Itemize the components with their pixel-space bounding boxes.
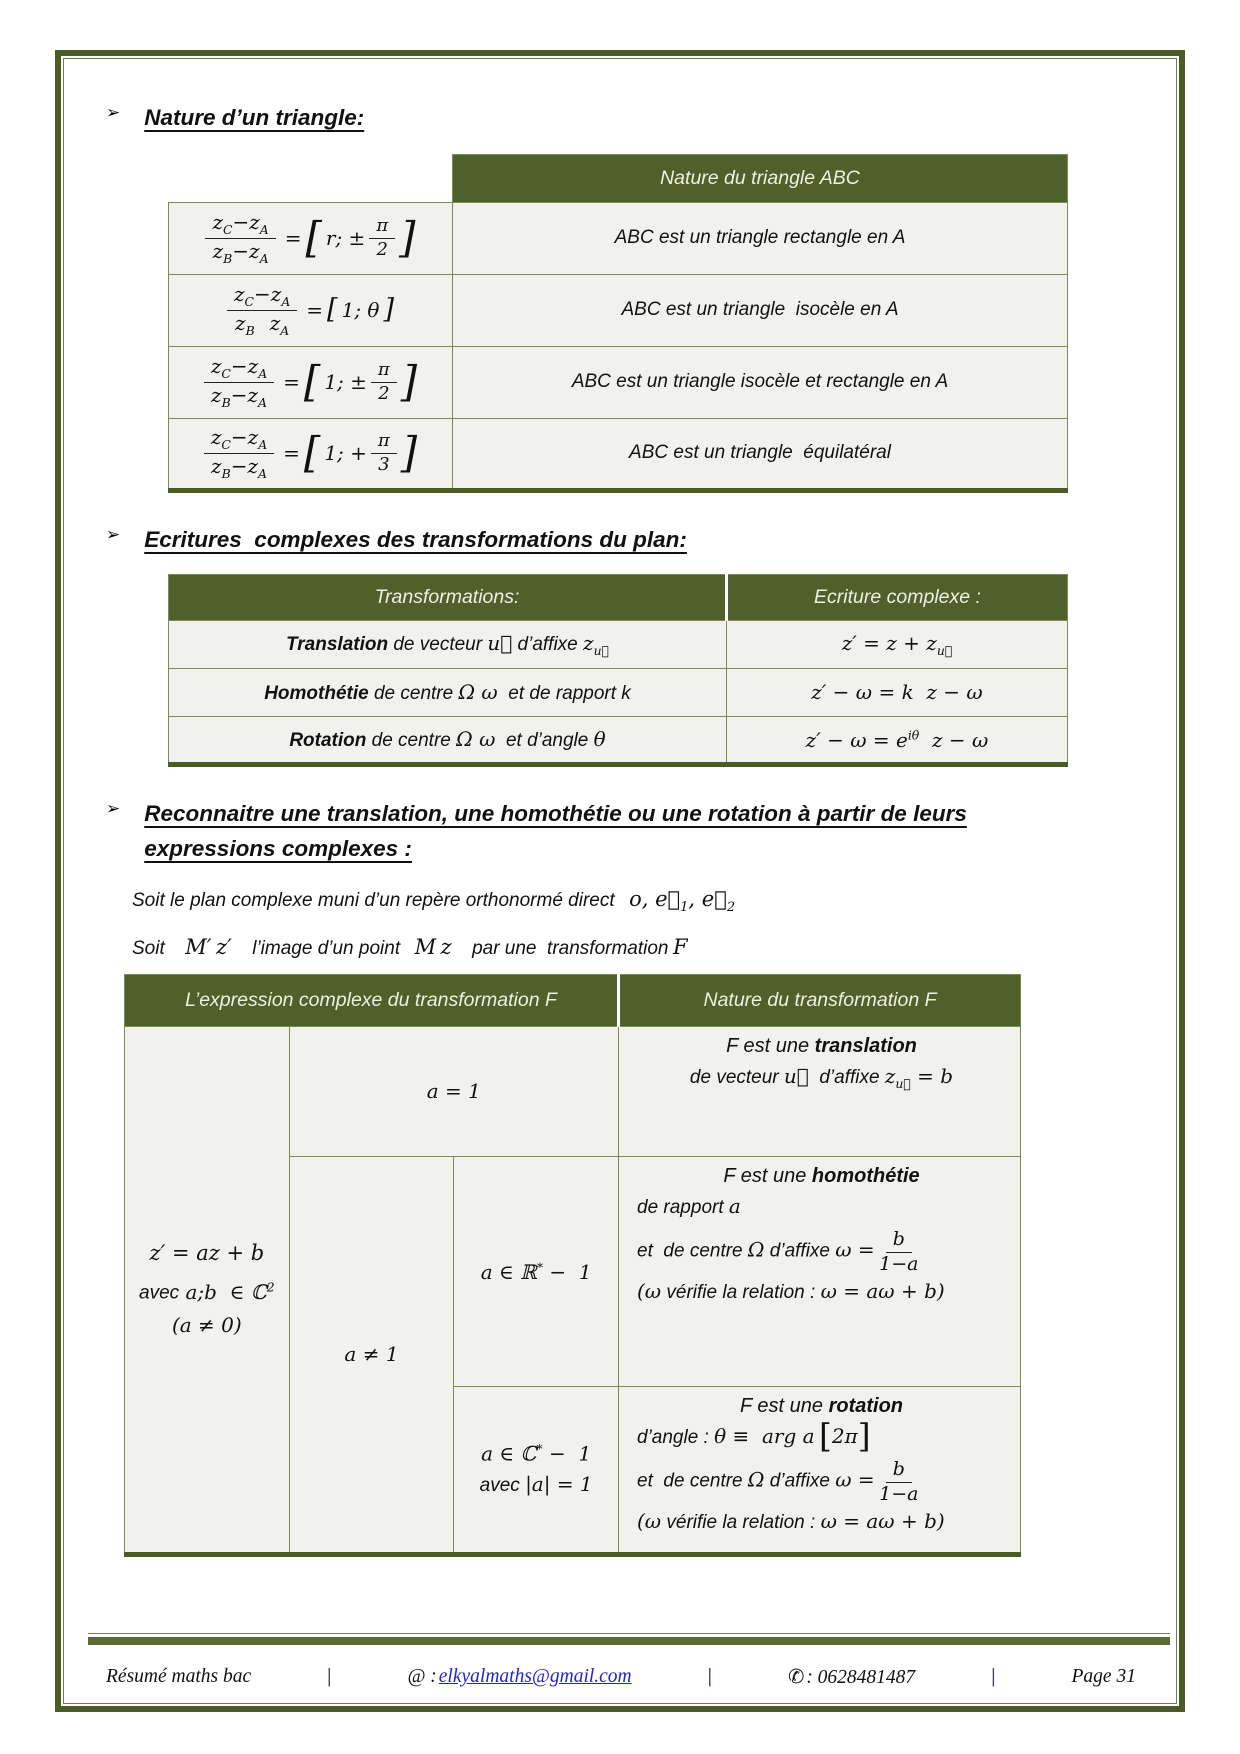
homothetie-relation: (ω vérifie la relation : ω = aω + b): [637, 1279, 945, 1304]
formula-fraction: [227, 283, 297, 339]
open-bracket: [: [819, 1415, 832, 1455]
arrow-bullet-icon: ➢: [106, 798, 121, 819]
nature-rotation-cell: [619, 1386, 1021, 1554]
translation-formula-cell: $z' = z + z_{u⃗}$: [727, 620, 1068, 668]
table-row: [169, 716, 1068, 764]
footer-divider: |: [991, 1666, 996, 1687]
email-link[interactable]: elkyalmaths@gmail.com: [438, 1666, 632, 1687]
expression-complexe-header: L’expression complexe du transformation F: [125, 974, 619, 1026]
table-row: [169, 346, 1068, 418]
arrow-bullet-icon: ➢: [106, 103, 121, 123]
heading-nature-triangle-text: Nature d’un triangle:: [144, 105, 365, 130]
phone-icon: ✆: [787, 1665, 805, 1688]
triangle-nature-cell: ABC est un triangle équilatéral: [453, 418, 1068, 490]
formula-rhs: = [ 1; θ ]: [306, 294, 395, 326]
homothetie-centre: et de centre Ω d’affixe ω = $\frac{b}{1-a}$: [637, 1227, 919, 1275]
transformation-f-table: [124, 974, 1021, 1557]
formula-rhs: = [ 1; ± $\frac{\pi}{2}$ ]: [283, 357, 418, 407]
formula-denominator: $z_B-z_A$: [212, 238, 269, 266]
at-label: @ :: [407, 1666, 437, 1687]
formula-numerator: $z_C-z_A$: [204, 355, 274, 383]
formula-fraction: [204, 426, 274, 482]
triangle-formula-cell: [169, 418, 453, 490]
angle-fraction: $\frac{\pi}{2}$: [371, 360, 397, 404]
rotation-relation: (ω vérifie la relation : ω = aω + b): [637, 1509, 945, 1534]
triangle-nature-cell: ABC est un triangle rectangle en A: [453, 202, 1068, 274]
translation-detail: de vecteur u⃗ d’affixe $z_{u⃗} = b$: [689, 1063, 954, 1091]
homothetie-title: F est une homothétie: [723, 1164, 920, 1187]
expression-z-az-b-cell: [125, 1026, 290, 1554]
rotation-angle: d’angle : θ ≡ arg a [2π]: [637, 1415, 871, 1455]
condition-a-in-c-cell: a ∈ ℂ* − 1 avec |a| = 1: [454, 1386, 619, 1554]
omega-fraction: $\frac{b}{1-a}$: [879, 1227, 919, 1275]
footer-title: Résumé maths bac: [106, 1666, 252, 1687]
condition-a-equals-1-cell: a = 1: [289, 1026, 618, 1156]
table-row: [169, 202, 1068, 274]
page-number: Page 31: [1071, 1666, 1136, 1687]
triangle-nature-cell: ABC est un triangle isocèle en A: [453, 274, 1068, 346]
triangle-formula-cell: [169, 202, 453, 274]
nature-translation-cell: [619, 1026, 1021, 1156]
heading-nature-triangle: [106, 101, 1156, 136]
formula-numerator: $z_C-z_A$: [227, 283, 297, 311]
arrow-bullet-icon: ➢: [106, 524, 121, 545]
nature-homothetie-cell: [619, 1156, 1021, 1386]
heading-reconnaitre-text: Reconnaitre une translation, une homothétie ou une rotation à partir de leurs expressions complexes :: [144, 800, 967, 861]
transformations-table: [168, 574, 1068, 767]
condition-a-not-1-cell: a ≠ 1: [289, 1156, 454, 1554]
close-bracket: ]: [857, 1415, 871, 1455]
expression-line2: avec a;b ∈ ℂ$^2$: [139, 1279, 275, 1305]
translation-description-cell: Translation de vecteur u⃗ d’affixe $z_{u⃗}$: [169, 620, 727, 668]
paragraph-repere: Soit le plan complexe muni d’un repère orthonormé direct o, $e⃗_1$, $e⃗_2$: [132, 886, 736, 915]
nature-triangle-header: Nature du triangle ABC: [453, 154, 1068, 202]
formula-fraction: [205, 211, 275, 267]
heading-ecritures-complexes: [106, 523, 1156, 558]
triangle-nature-cell: ABC est un triangle isocèle et rectangle en A: [453, 346, 1068, 418]
page-frame: [55, 50, 1185, 1712]
expression-line3: (a ≠ 0): [171, 1313, 242, 1338]
triangle-formula-cell: [169, 346, 453, 418]
table-row: [125, 1026, 1021, 1156]
heading-ecritures-complexes-text: Ecritures complexes des transformations du plan:: [144, 526, 687, 552]
triangle-formula-cell: [169, 274, 453, 346]
footer-separator-rule: [88, 1633, 1170, 1645]
footer-divider: |: [327, 1666, 332, 1687]
translation-title: F est une translation: [726, 1034, 917, 1057]
transformations-header: Transformations:: [169, 574, 727, 620]
formula-numerator: $z_C-z_A$: [205, 211, 275, 239]
formula-denominator: $z_B$ $z_A$: [235, 310, 290, 338]
nature-triangle-table: [168, 154, 1068, 493]
table-row: [169, 418, 1068, 490]
ecriture-complexe-header: Ecriture complexe :: [727, 574, 1068, 620]
table-row: [169, 620, 1068, 668]
condition-a-in-r-cell: a ∈ ℝ* − 1: [454, 1156, 619, 1386]
formula-fraction: [204, 355, 274, 411]
table-row: [169, 274, 1068, 346]
homothetie-rapport: de rapport a: [637, 1193, 741, 1218]
empty-corner-cell: [169, 154, 453, 202]
rotation-formula-cell: $z' - \omega = e^{i\theta}$ z − ω: [727, 716, 1068, 764]
footer-email: [407, 1666, 631, 1688]
heading-reconnaitre: [106, 797, 1026, 867]
rotation-title: F est une rotation: [739, 1394, 903, 1417]
formula-numerator: $z_C-z_A$: [204, 426, 274, 454]
table-row: [169, 668, 1068, 716]
page-frame-inner: [63, 58, 1177, 1704]
expression-line1: z′ = az + b: [149, 1241, 265, 1266]
homothetie-description-cell: Homothétie de centre Ω ω et de rapport k: [169, 668, 727, 716]
rotation-centre: et de centre Ω d’affixe ω = $\frac{b}{1-a}$: [637, 1457, 919, 1505]
phone-number: : 0628481487: [806, 1667, 916, 1688]
omega-fraction: $\frac{b}{1-a}$: [879, 1457, 919, 1505]
paragraph-image-point: Soit M′ z′ l’image d’un point M z par une transformation F: [132, 934, 688, 959]
formula-rhs: = [ 1; + $\frac{\pi}{3}$ ]: [283, 428, 418, 478]
page-footer: [106, 1665, 1136, 1689]
formula-denominator: $z_B-z_A$: [211, 453, 267, 481]
homothetie-formula-cell: z′ − ω = k z − ω: [727, 668, 1068, 716]
formula-rhs: = [ r; ± $\frac{\pi}{2}$ ]: [284, 213, 416, 263]
footer-divider: |: [707, 1666, 712, 1687]
angle-fraction: $\frac{\pi}{3}$: [371, 431, 397, 475]
page-content: [64, 59, 1176, 1557]
footer-phone: [788, 1665, 915, 1689]
nature-transformation-header: Nature du transformation F: [619, 974, 1021, 1026]
formula-denominator: $z_B-z_A$: [211, 382, 267, 410]
rotation-description-cell: Rotation de centre Ω ω et d’angle θ: [169, 716, 727, 764]
angle-fraction: $\frac{\pi}{2}$: [369, 216, 395, 260]
